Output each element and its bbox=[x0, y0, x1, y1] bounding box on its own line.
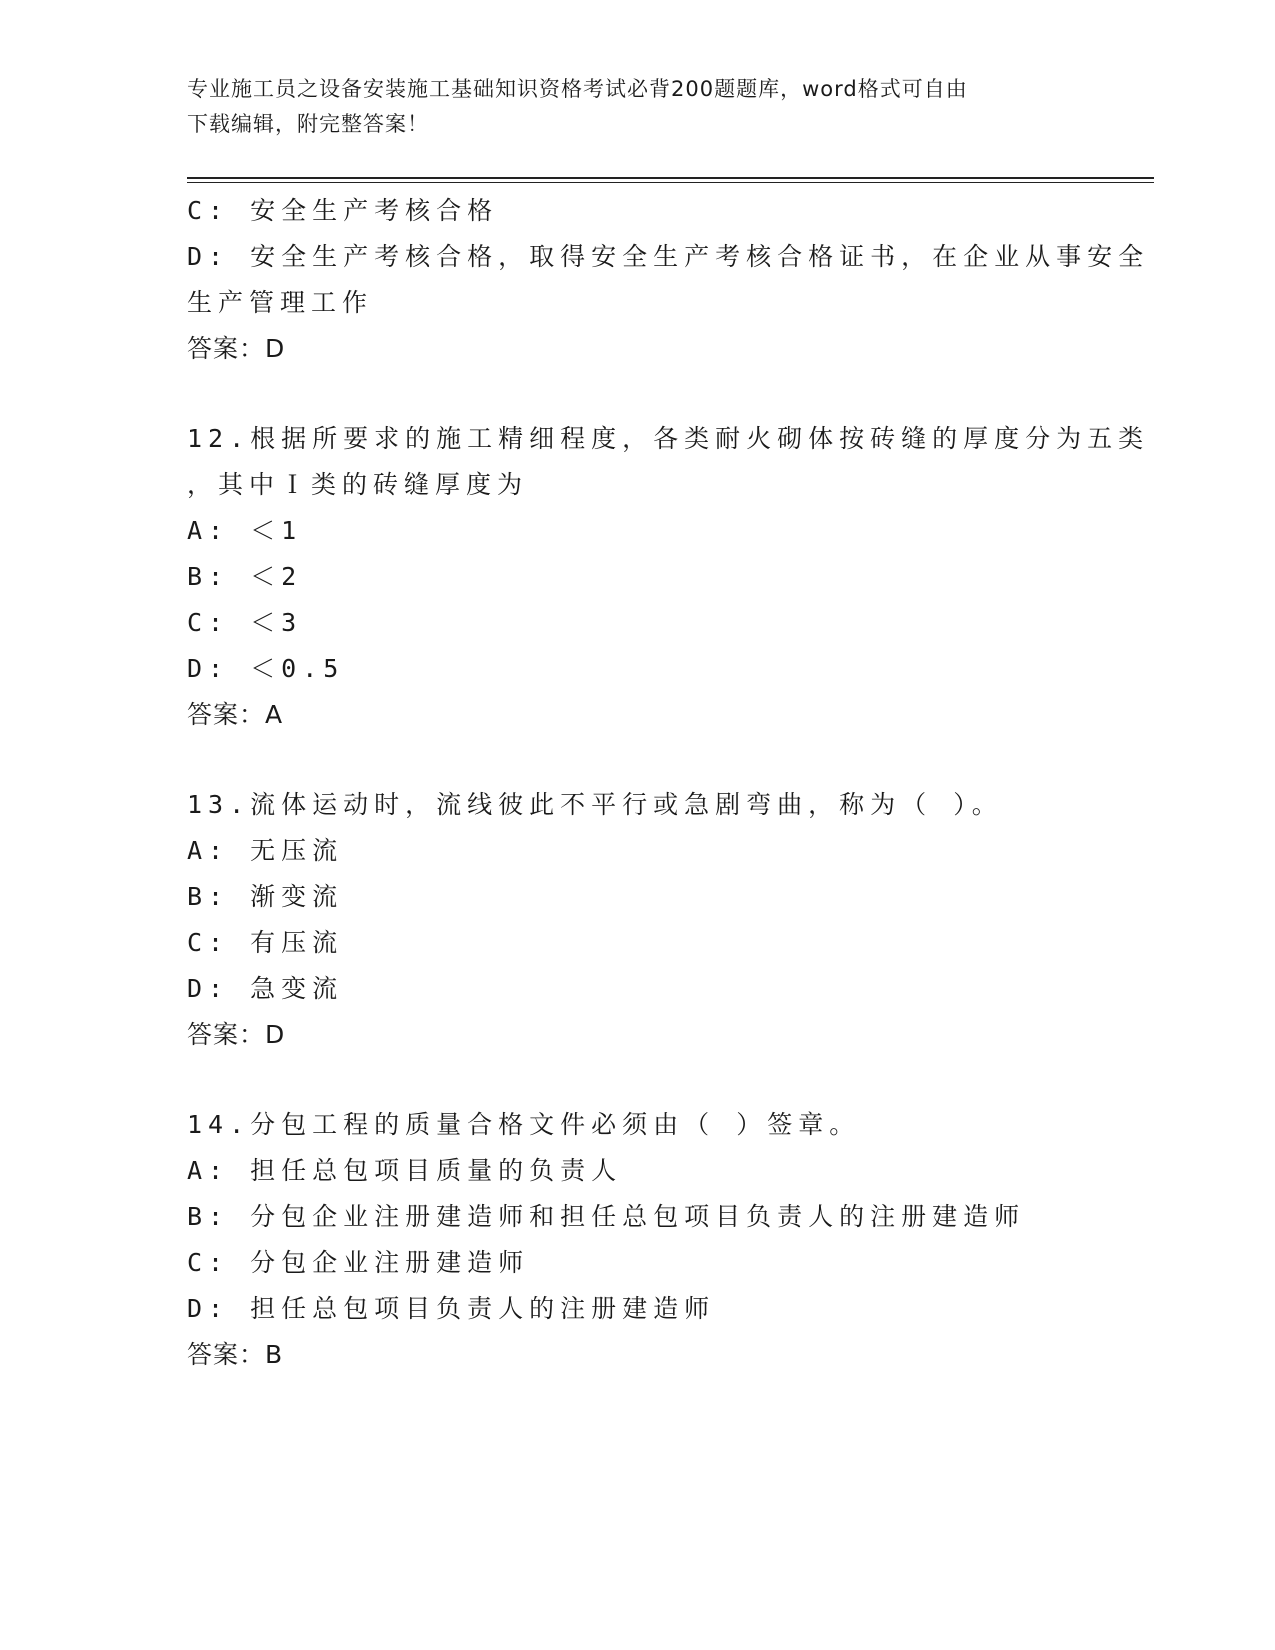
option-b: B: ＜2 bbox=[187, 562, 303, 591]
option-b: B: 渐变流 bbox=[187, 882, 344, 911]
answer-line: 答案：A bbox=[187, 700, 284, 729]
question-stem-continued: ，其中Ｉ类的砖缝厚度为 bbox=[187, 470, 529, 499]
header-line-1: 专业施工员之设备安装施工基础知识资格考试必背200题题库，word格式可自由 bbox=[187, 77, 968, 101]
option-a: A: 担任总包项目质量的负责人 bbox=[187, 1156, 623, 1185]
option-c: C: 有压流 bbox=[187, 928, 344, 957]
answer-line: 答案：B bbox=[187, 1340, 284, 1369]
header-divider-thin bbox=[187, 182, 1154, 183]
option-d: D: 担任总包项目负责人的注册建造师 bbox=[187, 1294, 716, 1323]
option-b: B: 分包企业注册建造师和担任总包项目负责人的注册建造师 bbox=[187, 1202, 1026, 1231]
question-stem: 14.分包工程的质量合格文件必须由（ ）签章。 bbox=[187, 1110, 861, 1139]
header-divider-thick bbox=[187, 177, 1154, 179]
option-a: A: ＜1 bbox=[187, 516, 303, 545]
header-line-2: 下载编辑，附完整答案！ bbox=[187, 112, 429, 136]
spacer bbox=[187, 372, 1087, 416]
option-d: D: 急变流 bbox=[187, 974, 344, 1003]
question-block-14 bbox=[187, 1102, 1087, 1378]
option-a: A: 无压流 bbox=[187, 836, 344, 865]
question-block-12 bbox=[187, 416, 1150, 738]
option-d: D: ＜0.5 bbox=[187, 654, 345, 683]
option-c: C: 安全生产考核合格 bbox=[187, 196, 499, 225]
question-list bbox=[187, 188, 1150, 1378]
question-block-13 bbox=[187, 782, 1087, 1058]
answer-line: 答案：D bbox=[187, 1020, 286, 1049]
spacer bbox=[187, 738, 1087, 782]
option-d: D: 安全生产考核合格，取得安全生产考核合格证书，在企业从事安全 bbox=[187, 242, 1150, 271]
spacer bbox=[187, 1058, 1087, 1102]
answer-line: 答案：D bbox=[187, 334, 286, 363]
question-block-11 bbox=[187, 188, 1150, 372]
option-d-continued: 生产管理工作 bbox=[187, 288, 374, 317]
option-c: C: ＜3 bbox=[187, 608, 303, 637]
question-stem: 13.流体运动时，流线彼此不平行或急剧弯曲，称为（ ）。 bbox=[187, 790, 1003, 819]
question-stem: 12.根据所要求的施工精细程度，各类耐火砌体按砖缝的厚度分为五类 bbox=[187, 424, 1150, 453]
option-c: C: 分包企业注册建造师 bbox=[187, 1248, 530, 1277]
document-header bbox=[187, 72, 1067, 142]
